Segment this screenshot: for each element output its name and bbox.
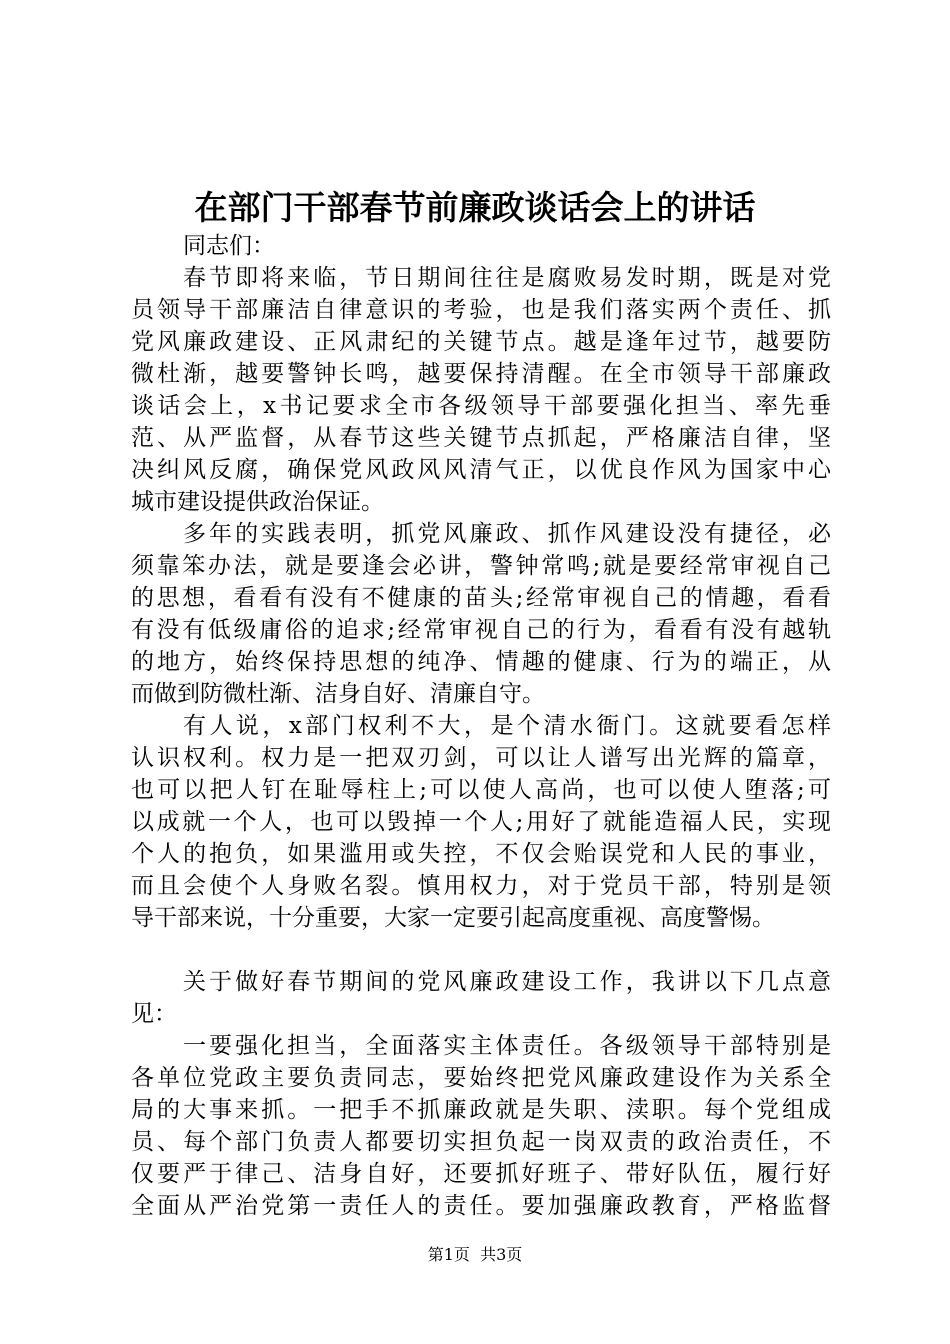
text-line: 认识权利。权力是一把双刃剑，可以让人谱写出光辉的篇章， <box>131 745 831 771</box>
text-line: 见： <box>131 1001 177 1027</box>
paragraph <box>131 710 831 934</box>
paragraph <box>131 262 831 518</box>
text-line: 个人的抱负，如果滥用或失控，不仅会贻误党和人民的事业， <box>131 841 831 867</box>
paragraph <box>131 966 831 1030</box>
text-line: 的思想，看看有没有不健康的苗头;经常审视自己的情趣，看看 <box>131 585 831 611</box>
text-line: 决纠风反腐，确保党风政风风清气正，以优良作风为国家中心 <box>131 457 831 483</box>
paragraph <box>131 518 831 710</box>
text-line: 微杜渐，越要警钟长鸣，越要保持清醒。在全市领导干部廉政 <box>131 361 831 387</box>
text-line: 员、每个部门负责人都要切实担负起一岗双责的政治责任，不 <box>131 1129 831 1155</box>
text-line: 而且会使个人身败名裂。慎用权力，对于党员干部，特别是领 <box>131 873 831 899</box>
document-title: 在部门干部春节前廉政谈话会上的讲话 <box>194 188 756 227</box>
page-number-footer: 第1页 共3页 <box>427 1245 523 1264</box>
text-line: 须靠笨办法，就是要逢会必讲，警钟常鸣;就是要经常审视自己 <box>131 553 831 579</box>
text-line: 导干部来说，十分重要，大家一定要引起高度重视、高度警惕。 <box>131 905 775 931</box>
text-line: 局的大事来抓。一把手不抓廉政就是失职、渎职。每个党组成 <box>131 1097 831 1123</box>
text-line: 各单位党政主要负责同志，要始终把党风廉政建设作为关系全 <box>131 1065 831 1091</box>
greeting: 同志们： <box>183 233 275 259</box>
text-line: 也可以把人钉在耻辱柱上;可以使人高尚，也可以使人堕落;可 <box>131 777 831 803</box>
text-line: 关于做好春节期间的党风廉政建设工作，我讲以下几点意 <box>183 969 831 995</box>
text-line: 一要强化担当，全面落实主体责任。各级领导干部特别是 <box>183 1033 831 1059</box>
text-line: 范、从严监督，从春节这些关键节点抓起，严格廉洁自律，坚 <box>131 425 831 451</box>
text-line: 党风廉政建设、正风肃纪的关键节点。越是逢年过节，越要防 <box>131 329 831 355</box>
text-line: 春节即将来临，节日期间往往是腐败易发时期，既是对党 <box>183 265 831 291</box>
text-line: 城市建设提供政治保证。 <box>131 489 384 515</box>
text-line: 谈话会上，x书记要求全市各级领导干部要强化担当、率先垂 <box>131 393 831 419</box>
text-line: 的地方，始终保持思想的纯净、情趣的健康、行为的端正，从 <box>131 649 831 675</box>
text-line: 有人说，x部门权利不大，是个清水衙门。这就要看怎样 <box>183 713 831 739</box>
text-line: 而做到防微杜渐、洁身自好、清廉自守。 <box>131 681 545 707</box>
paragraph <box>131 1030 831 1222</box>
document-body <box>131 230 831 1222</box>
text-line: 有没有低级庸俗的追求;经常审视自己的行为，看看有没有越轨 <box>131 617 831 643</box>
text-line: 多年的实践表明，抓党风廉政、抓作风建设没有捷径，必 <box>183 521 831 547</box>
text-line: 以成就一个人，也可以毁掉一个人;用好了就能造福人民，实现 <box>131 809 831 835</box>
text-line: 全面从严治党第一责任人的责任。要加强廉政教育，严格监督 <box>131 1193 831 1219</box>
blank-line <box>131 934 831 966</box>
text-line: 仅要严于律己、洁身自好，还要抓好班子、带好队伍，履行好 <box>131 1161 831 1187</box>
text-line: 员领导干部廉洁自律意识的考验，也是我们落实两个责任、抓 <box>131 297 831 323</box>
